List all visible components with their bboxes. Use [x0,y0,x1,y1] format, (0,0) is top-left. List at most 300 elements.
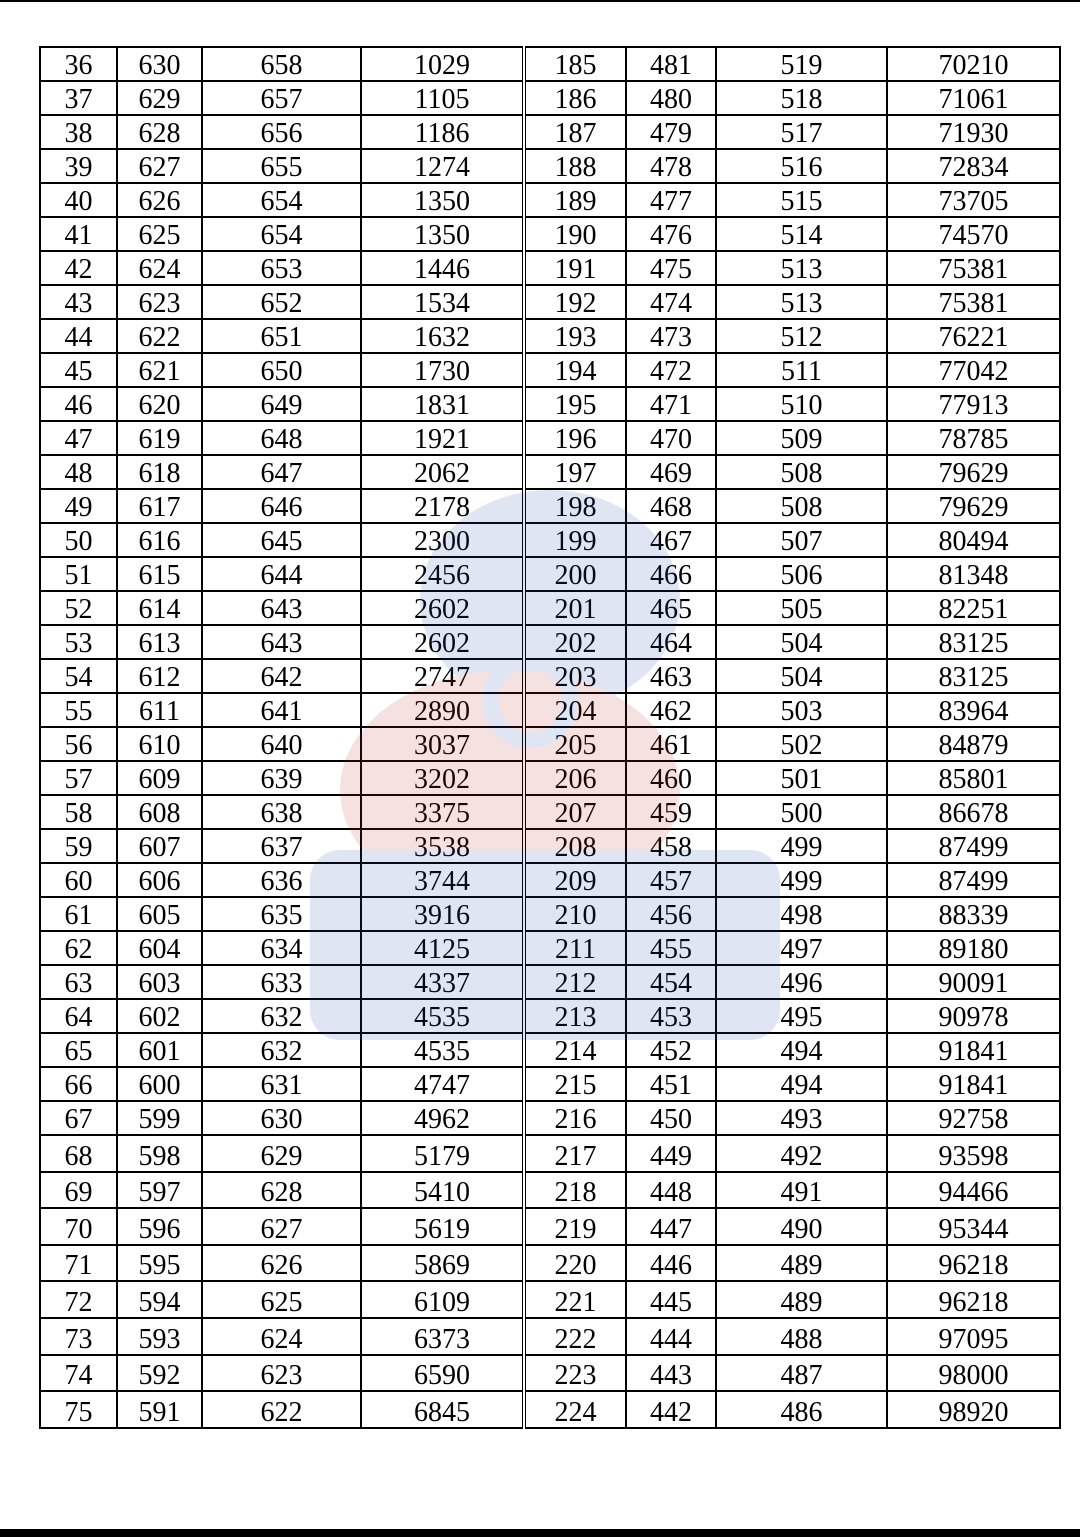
table-cell: 194 [524,353,626,387]
table-cell: 211 [524,931,626,965]
table-cell: 208 [524,829,626,863]
table-cell: 461 [626,727,716,761]
table-row [40,727,1060,761]
table-cell: 515 [716,183,887,217]
table-row [40,1067,1060,1101]
table-cell: 94466 [887,1172,1060,1209]
table-cell: 600 [117,1067,202,1101]
table-cell: 91841 [887,1067,1060,1101]
table-cell: 630 [117,47,202,81]
table-cell: 603 [117,965,202,999]
table-cell: 1831 [361,387,524,421]
table-cell: 613 [117,625,202,659]
table-cell: 654 [202,217,361,251]
table-cell: 451 [626,1067,716,1101]
table-cell: 4747 [361,1067,524,1101]
table-cell: 497 [716,931,887,965]
table-cell: 1186 [361,115,524,149]
table-row [40,557,1060,591]
table-cell: 77042 [887,353,1060,387]
table-cell: 463 [626,659,716,693]
table-cell: 627 [202,1208,361,1245]
table-cell: 504 [716,659,887,693]
table-cell: 640 [202,727,361,761]
table-row [40,1391,1060,1428]
table-cell: 56 [40,727,117,761]
table-cell: 636 [202,863,361,897]
table-cell: 47 [40,421,117,455]
table-cell: 5410 [361,1172,524,1209]
table-cell: 594 [117,1281,202,1318]
table-cell: 623 [202,1355,361,1392]
table-cell: 49 [40,489,117,523]
table-cell: 5869 [361,1245,524,1282]
table-cell: 646 [202,489,361,523]
table-cell: 629 [202,1135,361,1172]
table-row [40,353,1060,387]
table-cell: 454 [626,965,716,999]
table-cell: 473 [626,319,716,353]
table-cell: 511 [716,353,887,387]
table-cell: 202 [524,625,626,659]
table-cell: 48 [40,455,117,489]
table-cell: 621 [117,353,202,387]
table-cell: 508 [716,489,887,523]
table-cell: 505 [716,591,887,625]
table-cell: 445 [626,1281,716,1318]
table-cell: 87499 [887,829,1060,863]
score-table-container [39,46,1059,1429]
table-cell: 1446 [361,251,524,285]
table-cell: 6845 [361,1391,524,1428]
table-cell: 653 [202,251,361,285]
table-cell: 619 [117,421,202,455]
table-cell: 510 [716,387,887,421]
table-cell: 91841 [887,1033,1060,1067]
table-cell: 185 [524,47,626,81]
table-cell: 42 [40,251,117,285]
table-cell: 599 [117,1101,202,1135]
table-cell: 455 [626,931,716,965]
table-cell: 90978 [887,999,1060,1033]
table-cell: 84879 [887,727,1060,761]
table-row [40,1033,1060,1067]
table-cell: 83125 [887,659,1060,693]
table-cell: 186 [524,81,626,115]
table-cell: 512 [716,319,887,353]
table-cell: 201 [524,591,626,625]
table-cell: 476 [626,217,716,251]
table-row [40,1172,1060,1209]
table-cell: 480 [626,81,716,115]
table-cell: 83125 [887,625,1060,659]
table-cell: 655 [202,149,361,183]
table-cell: 634 [202,931,361,965]
table-cell: 647 [202,455,361,489]
table-cell: 633 [202,965,361,999]
table-cell: 632 [202,999,361,1033]
table-cell: 199 [524,523,626,557]
table-cell: 224 [524,1391,626,1428]
table-cell: 453 [626,999,716,1033]
table-row [40,81,1060,115]
table-cell: 488 [716,1318,887,1355]
table-cell: 74 [40,1355,117,1392]
table-cell: 492 [716,1135,887,1172]
table-cell: 188 [524,149,626,183]
table-cell: 66 [40,1067,117,1101]
table-cell: 3037 [361,727,524,761]
table-cell: 608 [117,795,202,829]
table-row [40,217,1060,251]
table-cell: 4962 [361,1101,524,1135]
table-row [40,421,1060,455]
table-cell: 96218 [887,1245,1060,1282]
table-cell: 79629 [887,455,1060,489]
table-cell: 625 [202,1281,361,1318]
score-table [39,46,1061,1429]
table-cell: 496 [716,965,887,999]
table-cell: 612 [117,659,202,693]
table-cell: 68 [40,1135,117,1172]
table-cell: 508 [716,455,887,489]
table-cell: 459 [626,795,716,829]
table-cell: 70210 [887,47,1060,81]
table-cell: 651 [202,319,361,353]
table-cell: 97095 [887,1318,1060,1355]
table-cell: 503 [716,693,887,727]
table-cell: 502 [716,727,887,761]
table-cell: 517 [716,115,887,149]
table-cell: 466 [626,557,716,591]
table-row [40,115,1060,149]
table-cell: 193 [524,319,626,353]
table-cell: 592 [117,1355,202,1392]
table-cell: 195 [524,387,626,421]
table-cell: 611 [117,693,202,727]
table-cell: 499 [716,863,887,897]
table-row [40,523,1060,557]
table-cell: 489 [716,1245,887,1282]
table-body [40,47,1060,1428]
table-cell: 4337 [361,965,524,999]
table-cell: 1274 [361,149,524,183]
table-cell: 204 [524,693,626,727]
table-row [40,659,1060,693]
table-cell: 4125 [361,931,524,965]
table-cell: 643 [202,625,361,659]
table-cell: 609 [117,761,202,795]
table-cell: 456 [626,897,716,931]
table-cell: 509 [716,421,887,455]
table-cell: 623 [117,285,202,319]
table-cell: 53 [40,625,117,659]
table-cell: 61 [40,897,117,931]
table-cell: 625 [117,217,202,251]
table-cell: 44 [40,319,117,353]
table-cell: 516 [716,149,887,183]
table-cell: 442 [626,1391,716,1428]
table-cell: 82251 [887,591,1060,625]
table-cell: 90091 [887,965,1060,999]
table-cell: 218 [524,1172,626,1209]
table-cell: 197 [524,455,626,489]
table-row [40,489,1060,523]
table-cell: 475 [626,251,716,285]
table-cell: 75381 [887,251,1060,285]
table-cell: 203 [524,659,626,693]
table-cell: 627 [117,149,202,183]
table-cell: 632 [202,1033,361,1067]
table-cell: 1730 [361,353,524,387]
table-cell: 500 [716,795,887,829]
table-cell: 50 [40,523,117,557]
table-cell: 618 [117,455,202,489]
table-cell: 57 [40,761,117,795]
table-cell: 189 [524,183,626,217]
table-row [40,1355,1060,1392]
table-cell: 3202 [361,761,524,795]
table-row [40,1318,1060,1355]
table-cell: 71930 [887,115,1060,149]
table-row [40,1208,1060,1245]
table-cell: 514 [716,217,887,251]
table-cell: 607 [117,829,202,863]
table-row [40,285,1060,319]
table-cell: 639 [202,761,361,795]
table-cell: 1632 [361,319,524,353]
table-cell: 650 [202,353,361,387]
table-cell: 43 [40,285,117,319]
table-cell: 207 [524,795,626,829]
table-cell: 75 [40,1391,117,1428]
table-cell: 77913 [887,387,1060,421]
table-cell: 474 [626,285,716,319]
table-row [40,897,1060,931]
table-row [40,863,1060,897]
table-cell: 5619 [361,1208,524,1245]
table-cell: 213 [524,999,626,1033]
table-cell: 219 [524,1208,626,1245]
table-cell: 595 [117,1245,202,1282]
table-row [40,1135,1060,1172]
table-cell: 216 [524,1101,626,1135]
table-cell: 610 [117,727,202,761]
table-cell: 648 [202,421,361,455]
table-cell: 212 [524,965,626,999]
table-cell: 46 [40,387,117,421]
table-cell: 2062 [361,455,524,489]
table-cell: 96218 [887,1281,1060,1318]
table-cell: 2890 [361,693,524,727]
table-cell: 501 [716,761,887,795]
table-cell: 468 [626,489,716,523]
table-cell: 210 [524,897,626,931]
table-cell: 3916 [361,897,524,931]
table-cell: 1350 [361,183,524,217]
table-cell: 38 [40,115,117,149]
table-row [40,183,1060,217]
table-cell: 457 [626,863,716,897]
table-cell: 645 [202,523,361,557]
table-cell: 72834 [887,149,1060,183]
table-cell: 80494 [887,523,1060,557]
table-cell: 452 [626,1033,716,1067]
table-cell: 191 [524,251,626,285]
table-cell: 75381 [887,285,1060,319]
table-cell: 88339 [887,897,1060,931]
table-cell: 635 [202,897,361,931]
table-cell: 51 [40,557,117,591]
table-row [40,999,1060,1033]
table-cell: 487 [716,1355,887,1392]
table-cell: 614 [117,591,202,625]
table-cell: 190 [524,217,626,251]
table-cell: 217 [524,1135,626,1172]
table-cell: 83964 [887,693,1060,727]
table-cell: 628 [202,1172,361,1209]
table-cell: 643 [202,591,361,625]
table-cell: 447 [626,1208,716,1245]
table-cell: 205 [524,727,626,761]
table-cell: 59 [40,829,117,863]
table-cell: 469 [626,455,716,489]
table-cell: 616 [117,523,202,557]
bottom-rule [0,1529,1080,1537]
top-rule [0,0,1080,2]
table-cell: 2602 [361,591,524,625]
table-cell: 63 [40,965,117,999]
table-cell: 504 [716,625,887,659]
table-row [40,795,1060,829]
table-row [40,1245,1060,1282]
table-cell: 596 [117,1208,202,1245]
table-cell: 593 [117,1318,202,1355]
table-cell: 58 [40,795,117,829]
table-cell: 499 [716,829,887,863]
table-row [40,455,1060,489]
table-cell: 489 [716,1281,887,1318]
table-cell: 40 [40,183,117,217]
table-cell: 458 [626,829,716,863]
table-cell: 220 [524,1245,626,1282]
table-cell: 70 [40,1208,117,1245]
table-cell: 54 [40,659,117,693]
table-cell: 4535 [361,999,524,1033]
table-cell: 494 [716,1033,887,1067]
table-cell: 465 [626,591,716,625]
table-row [40,761,1060,795]
table-cell: 1350 [361,217,524,251]
table-cell: 2602 [361,625,524,659]
table-cell: 1105 [361,81,524,115]
table-cell: 444 [626,1318,716,1355]
table-cell: 597 [117,1172,202,1209]
table-cell: 519 [716,47,887,81]
table-row [40,319,1060,353]
table-cell: 5179 [361,1135,524,1172]
table-cell: 604 [117,931,202,965]
table-cell: 641 [202,693,361,727]
table-cell: 450 [626,1101,716,1135]
table-cell: 513 [716,251,887,285]
table-cell: 491 [716,1172,887,1209]
table-cell: 196 [524,421,626,455]
table-cell: 3375 [361,795,524,829]
table-cell: 615 [117,557,202,591]
table-cell: 87499 [887,863,1060,897]
table-cell: 626 [117,183,202,217]
table-cell: 637 [202,829,361,863]
table-row [40,1101,1060,1135]
table-cell: 6590 [361,1355,524,1392]
table-cell: 81348 [887,557,1060,591]
table-cell: 206 [524,761,626,795]
table-cell: 78785 [887,421,1060,455]
table-cell: 624 [117,251,202,285]
table-cell: 601 [117,1033,202,1067]
table-cell: 649 [202,387,361,421]
table-cell: 1534 [361,285,524,319]
table-cell: 470 [626,421,716,455]
table-cell: 85801 [887,761,1060,795]
table-row [40,829,1060,863]
table-cell: 449 [626,1135,716,1172]
table-cell: 494 [716,1067,887,1101]
table-cell: 73 [40,1318,117,1355]
table-cell: 223 [524,1355,626,1392]
table-cell: 630 [202,1101,361,1135]
table-cell: 518 [716,81,887,115]
table-cell: 64 [40,999,117,1033]
table-row [40,251,1060,285]
table-cell: 622 [117,319,202,353]
table-cell: 460 [626,761,716,795]
table-cell: 506 [716,557,887,591]
table-cell: 481 [626,47,716,81]
table-cell: 209 [524,863,626,897]
table-cell: 6109 [361,1281,524,1318]
table-cell: 74570 [887,217,1060,251]
table-cell: 462 [626,693,716,727]
table-cell: 214 [524,1033,626,1067]
table-cell: 591 [117,1391,202,1428]
table-cell: 72 [40,1281,117,1318]
table-cell: 93598 [887,1135,1060,1172]
table-cell: 3744 [361,863,524,897]
table-cell: 37 [40,81,117,115]
table-cell: 41 [40,217,117,251]
table-cell: 200 [524,557,626,591]
table-cell: 65 [40,1033,117,1067]
table-cell: 187 [524,115,626,149]
table-cell: 71 [40,1245,117,1282]
table-cell: 622 [202,1391,361,1428]
table-cell: 620 [117,387,202,421]
table-cell: 198 [524,489,626,523]
table-cell: 507 [716,523,887,557]
table-cell: 490 [716,1208,887,1245]
table-cell: 598 [117,1135,202,1172]
table-row [40,387,1060,421]
table-cell: 477 [626,183,716,217]
table-cell: 495 [716,999,887,1033]
table-cell: 92758 [887,1101,1060,1135]
table-cell: 498 [716,897,887,931]
table-cell: 513 [716,285,887,319]
table-cell: 76221 [887,319,1060,353]
table-cell: 95344 [887,1208,1060,1245]
